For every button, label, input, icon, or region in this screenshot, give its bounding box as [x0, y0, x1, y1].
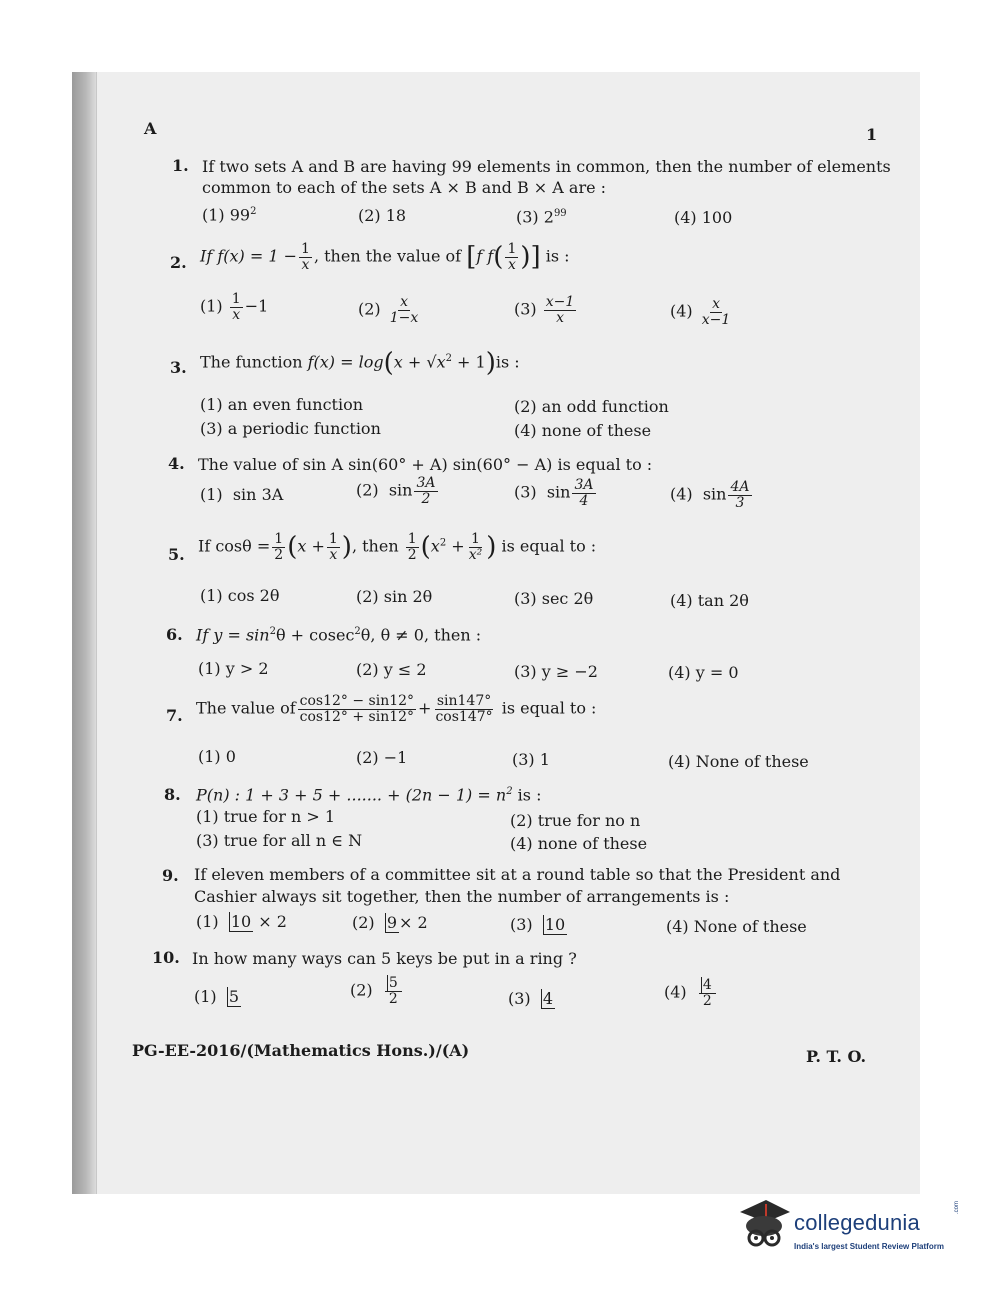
paper-code: PG-EE-2016/(Mathematics Hons.)/(A): [132, 1041, 470, 1060]
option-1: (1) true for n > 1: [196, 807, 336, 826]
question-number: 7.: [166, 706, 183, 725]
option-4: (4) y = 0: [668, 663, 739, 682]
option-1: (1) $99^2$: [202, 205, 257, 225]
question-text: If f(x) = 1 − $\frac{1}{x}$ , then the value of [f f( $\frac{1}{x}$ )] is :: [200, 241, 570, 273]
option-4: (4) 100: [674, 208, 733, 227]
option-2: (2) an odd function: [514, 397, 669, 416]
question-number: 8.: [164, 785, 181, 804]
logo-tagline: India's largest Student Review Platform: [794, 1242, 944, 1251]
option-3: (3) $2^{99}$: [516, 207, 567, 227]
option-4: (4) none of these: [510, 834, 648, 853]
option-2: (2) 18: [358, 206, 407, 225]
mascot-icon: [736, 1198, 792, 1254]
option-3: (3) 4: [508, 989, 554, 1008]
option-1: (1) cos 2θ: [200, 586, 280, 605]
question-text: The value of sin A sin(60° + A) sin(60° − A) is equal to :: [198, 455, 653, 474]
option-1: (1) sin 3A: [200, 485, 284, 504]
question-number: 6.: [166, 625, 183, 644]
option-2: (2) sin $\frac{3A}{2}$: [356, 475, 436, 507]
option-4: (4) None of these: [668, 752, 809, 771]
question-text: The function $f(x) = \log(x + √x^2 + 1)is$ :: [200, 348, 520, 378]
option-3: (3) 1: [512, 750, 550, 769]
question-text: If cosθ = $\frac{1}{2}$ (x + $\frac{1}{x}$ ), then $\frac{1}{2}$ ($x^2$ + $\frac{1}{\text{x²}}$ ) is equal to :: [198, 531, 597, 563]
logo-wordmark: collegedunia: [794, 1210, 920, 1235]
option-3: (3) true for all n ∈ N: [196, 831, 363, 850]
question-number: 4.: [168, 454, 185, 473]
question-text: In how many ways can 5 keys be put in a ring ?: [192, 949, 577, 968]
option-3: (3) $\frac{x-1}{x}$: [514, 294, 575, 326]
option-4: (4) tan 2θ: [670, 591, 749, 610]
option-1: (1) an even function: [200, 395, 364, 414]
option-2: (2) $\frac{x}{1-x}$: [358, 294, 419, 326]
option-4: (4) none of these: [514, 421, 652, 440]
question-number: 2.: [170, 253, 187, 272]
question-number: 1.: [172, 156, 189, 175]
question-text: The value of $\frac{\cos 12^\circ - \sin 12^\circ}{\cos 12^\circ + \sin 12^\circ}$ + $\frac{\sin 147^\circ}{\cos 147^\circ}$ is equal to :: [196, 693, 597, 725]
question-number: 10.: [152, 948, 180, 967]
set-label: A: [144, 119, 157, 138]
option-2: (2) 9 × 2: [352, 913, 428, 932]
option-1: (1) 5: [194, 987, 240, 1006]
option-4: (4) None of these: [666, 917, 807, 936]
option-2: (2) y ≤ 2: [356, 660, 427, 679]
option-4: (4) sin $\frac{4A}{3}$: [670, 479, 750, 511]
option-1: (1) $\frac{1}{x}$ −1: [200, 291, 269, 323]
question-number: 3.: [170, 358, 187, 377]
option-2: (2) true for no n: [510, 811, 641, 830]
logo-domain: .com: [954, 1200, 960, 1214]
option-2: (2) −1: [356, 748, 408, 767]
option-1: (1) 10 × 2: [196, 912, 287, 931]
question-number: 9.: [162, 866, 179, 885]
option-3: (3) a periodic function: [200, 419, 381, 438]
option-2: (2) sin 2θ: [356, 587, 433, 606]
question-text-line: If eleven members of a committee sit at a round table so that the President and: [194, 865, 841, 884]
option-3: (3) y ≥ −2: [514, 662, 598, 681]
option-3: (3) 10: [510, 915, 566, 934]
option-3: (3) sin $\frac{3A}{4}$: [514, 477, 594, 509]
collegedunia-logo: [736, 1198, 966, 1268]
option-1: (1) 0: [198, 747, 236, 766]
option-3: (3) sec 2θ: [514, 589, 594, 608]
question-text: P(n) : 1 + 3 + 5 + ....... + $(2n - 1) = n^2$ is :: [196, 785, 542, 805]
question-text-line: common to each of the sets A × B and B × A are :: [202, 178, 607, 197]
option-2: (2) $\frac{5}{2}$: [350, 976, 404, 1006]
question-text: If $y = \sin^2\theta + cosec^2\theta$, θ ≠ 0, then :: [196, 625, 482, 645]
option-1: (1) y > 2: [198, 659, 269, 678]
question-text-line: If two sets A and B are having 99 elements in common, then the number of elements: [202, 157, 891, 176]
option-4: (4) $\frac{x}{x-1}$: [670, 296, 731, 328]
page-number: 1: [866, 125, 878, 144]
pto-label: P. T. O.: [806, 1047, 867, 1066]
question-text-line: Cashier always sit together, then the number of arrangements is :: [194, 887, 730, 906]
question-number: 5.: [168, 545, 185, 564]
option-4: (4) $\frac{4}{2}$: [664, 978, 718, 1008]
